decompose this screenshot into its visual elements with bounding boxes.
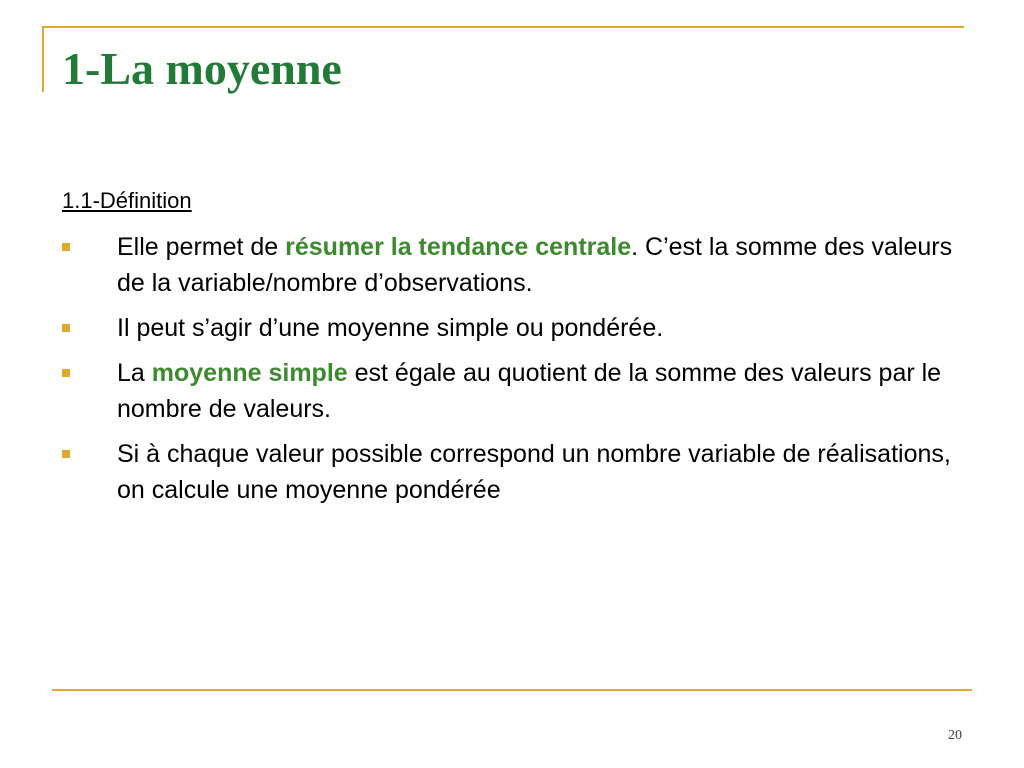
page-number: 20 <box>948 728 962 743</box>
bullet-text: Il peut s’agir d’une moyenne simple ou pondérée. <box>117 314 664 342</box>
bullet-text-end: . C’est la somme des valeurs de la variable/nombre d’observations. <box>117 233 953 297</box>
slide-title: 1-La moyenne <box>62 43 342 94</box>
square-bullet-icon <box>62 369 70 377</box>
square-bullet-icon <box>62 450 70 458</box>
bullet-item <box>62 436 972 508</box>
square-bullet-icon <box>62 243 70 251</box>
bullet-item <box>62 355 972 427</box>
bullet-highlight: résumer la tendance centrale <box>285 233 632 261</box>
bullet-list <box>62 229 972 517</box>
bullet-item <box>62 229 972 301</box>
frame-bottom-rule <box>52 689 972 691</box>
bullet-text-end: est égale au quotient de la somme des valeurs par le nombre de valeurs. <box>117 359 942 423</box>
frame-top-rule <box>42 26 964 28</box>
bullet-text: Si à chaque valeur possible correspond un nombre variable de réalisations, on calcule une moyenne pondérée <box>117 440 951 504</box>
bullet-text-start: Elle permet de <box>117 233 286 261</box>
frame-left-rule <box>42 26 44 92</box>
square-bullet-icon <box>62 324 70 332</box>
section-heading: 1.1-Définition <box>62 188 192 213</box>
bullet-highlight: moyenne simple <box>151 359 348 387</box>
bullet-item <box>62 310 972 346</box>
bullet-text-start: La <box>117 359 152 387</box>
